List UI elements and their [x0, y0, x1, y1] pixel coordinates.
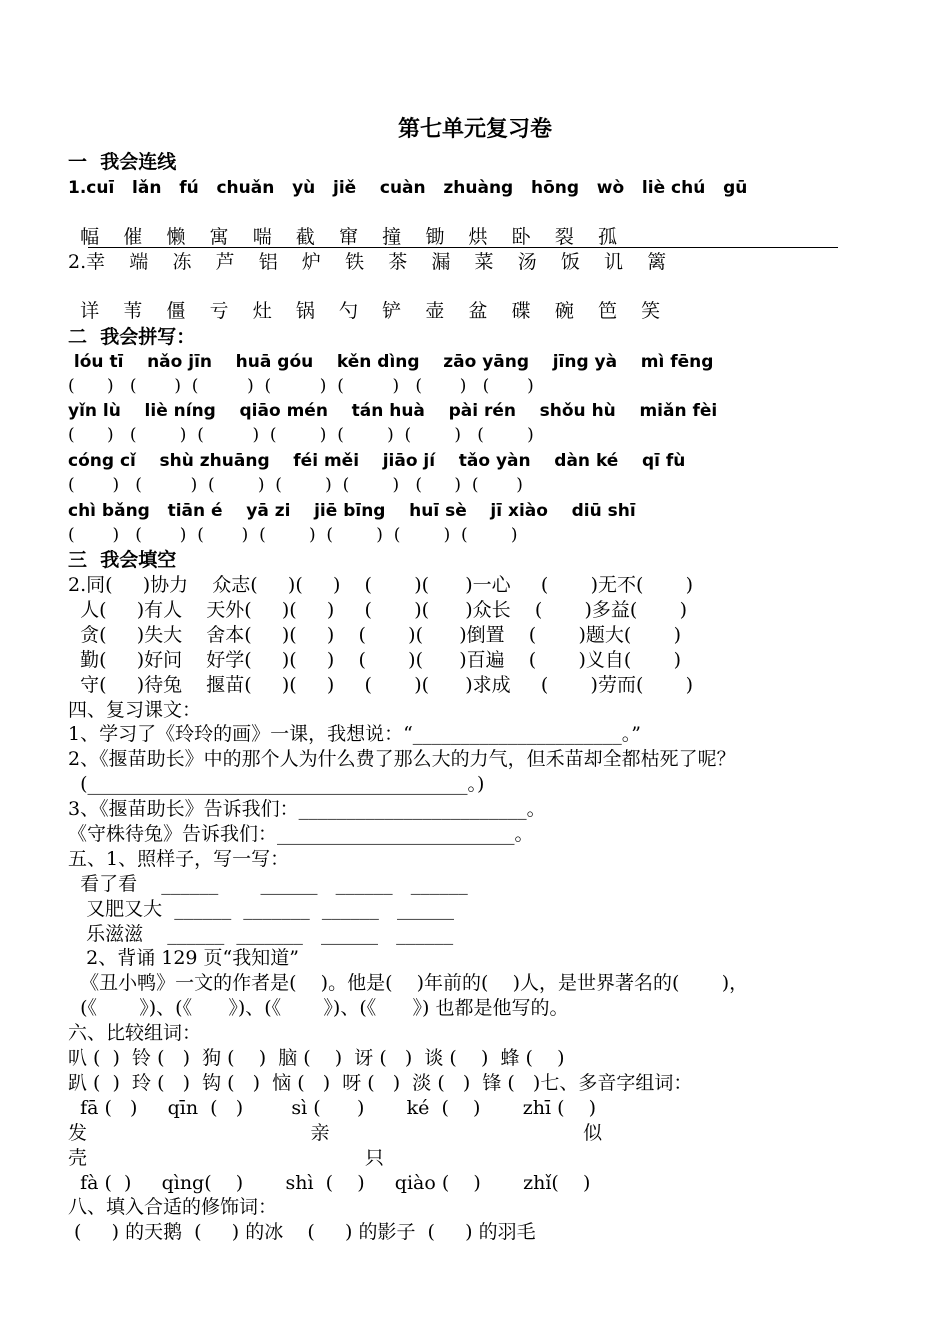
- section-6-heading: 六、比较组词：: [68, 1022, 202, 1044]
- review-question-1: 1、学习了《玲玲的画》一课，我想说：“______________________。”: [68, 723, 642, 745]
- section-8-heading: 八、填入合适的修饰词：: [68, 1196, 278, 1218]
- review-question-4: 《守株待兔》告诉我们：_________________________。: [68, 823, 534, 845]
- review-question-3: 3、《揠苗助长》告诉我们：________________________。: [68, 798, 546, 820]
- pattern-row: 看了看 ______ ______ ______ ______: [68, 873, 468, 895]
- section-4-heading: 四、复习课文：: [68, 699, 202, 721]
- review-answer-2: (________________________________________。): [68, 773, 485, 795]
- compare-row-2: 趴 ( ) 玲 ( ) 钩 ( ) 恼 ( ) 呀 ( ) 淡 ( ) 锋 ( )七、多音字组词：: [68, 1072, 693, 1094]
- ugly-duckling-question: 《丑小鸭》一文的作者是( )。他是( )年前的( )人，是世界著名的( )，: [68, 972, 749, 994]
- review-question-2: 2、《揠苗助长》中的那个人为什么费了那么大的力气，但禾苗却全都枯死了呢？: [68, 748, 736, 770]
- matching-hanzi-row: 幅 催 懒 寓 喘 截 窜 撞 锄 烘 卧 裂 孤: [68, 226, 617, 248]
- spelling-pinyin-row: chì bǎng tiān é yā zi jiē bīng huī sè jī xiào diū shī: [68, 501, 636, 521]
- spelling-answer-row: ( ) ( ) ( ) ( ) ( ) ( ) ( ): [68, 525, 518, 545]
- matching-underline: [88, 247, 838, 248]
- pattern-row: 又肥又大 ______ _______ ______ ______: [68, 898, 454, 920]
- compare-row-1: 叭 ( ) 铃 ( ) 狗 ( ) 脑 ( ) 讶 ( ) 谈 ( ) 蜂 ( ): [68, 1047, 565, 1069]
- spelling-answer-row: ( ) ( ) ( ) ( ) ( ) ( ) ( ): [68, 475, 523, 495]
- section-2-heading: 二 我会拼写：: [68, 326, 196, 348]
- matching-row-2a: 2.幸 端 冻 芦 铝 炉 铁 茶 漏 菜 汤 饭 讥 篱: [68, 251, 667, 273]
- polyphone-char-row: 发 亲 似: [68, 1122, 603, 1144]
- spelling-pinyin-row: lóu tī nǎo jīn huā góu kěn dìng zāo yāng jīng yà mì fēng: [68, 352, 714, 372]
- idiom-row: 守( )待兔 揠苗( )( ) ( )( )求成 ( )劳而( ): [68, 674, 694, 696]
- idiom-row: 2.同( )协力 众志( )( ) ( )( )一心 ( )无不( ): [68, 574, 694, 596]
- polyphone-pinyin-row: fā ( ) qīn ( ) sì ( ) ké ( ) zhī ( ): [68, 1097, 597, 1119]
- modifier-row: ( ) 的天鹅 ( ) 的冰 ( ) 的影子 ( ) 的羽毛: [68, 1221, 536, 1243]
- section-1-heading: 一 我会连线: [68, 151, 177, 173]
- idiom-row: 贪( )失大 舍本( )( ) ( )( )倒置 ( )题大( ): [68, 624, 681, 646]
- polyphone-char-row: 壳 只: [68, 1147, 384, 1169]
- page-title: 第七单元复习卷: [397, 117, 552, 142]
- idiom-row: 人( )有人 天外( )( ) ( )( )众长 ( )多益( ): [68, 599, 688, 621]
- spelling-pinyin-row: cóng cǐ shù zhuāng féi měi jiāo jí tǎo yàn dàn ké qī fù: [68, 451, 686, 471]
- section-5-heading: 五、1、照样子，写一写：: [68, 848, 290, 870]
- matching-pinyin-row: 1.cuī lǎn fú chuǎn yù jiě cuàn zhuàng hōng wò liè chú gū: [68, 178, 748, 198]
- ugly-duckling-works: (《 》)、(《 》)、(《 》)、(《 》) 也都是他写的。: [68, 997, 569, 1019]
- pattern-row: 乐滋滋 ______ _______ ______ ______: [68, 923, 454, 945]
- polyphone-pinyin-row: fà ( ) qìng( ) shì ( ) qiào ( ) zhǐ( ): [68, 1172, 591, 1194]
- spelling-answer-row: ( ) ( ) ( ) ( ) ( ) ( ) ( ): [68, 425, 534, 445]
- matching-row-2b: 详 苇 僵 亏 灶 锅 勺 铲 壶 盆 碟 碗 笆 笑: [68, 300, 661, 322]
- recite-instruction: 2、背诵 129 页“我知道”: [68, 947, 299, 969]
- section-3-heading: 三 我会填空: [68, 549, 177, 571]
- idiom-row: 勤( )好问 好学( )( ) ( )( )百遍 ( )义自( ): [68, 649, 681, 671]
- spelling-pinyin-row: yǐn lù liè níng qiāo mén tán huà pài rén shǒu hù miǎn fèi: [68, 401, 718, 421]
- spelling-answer-row: ( ) ( ) ( ) ( ) ( ) ( ) ( ): [68, 376, 534, 396]
